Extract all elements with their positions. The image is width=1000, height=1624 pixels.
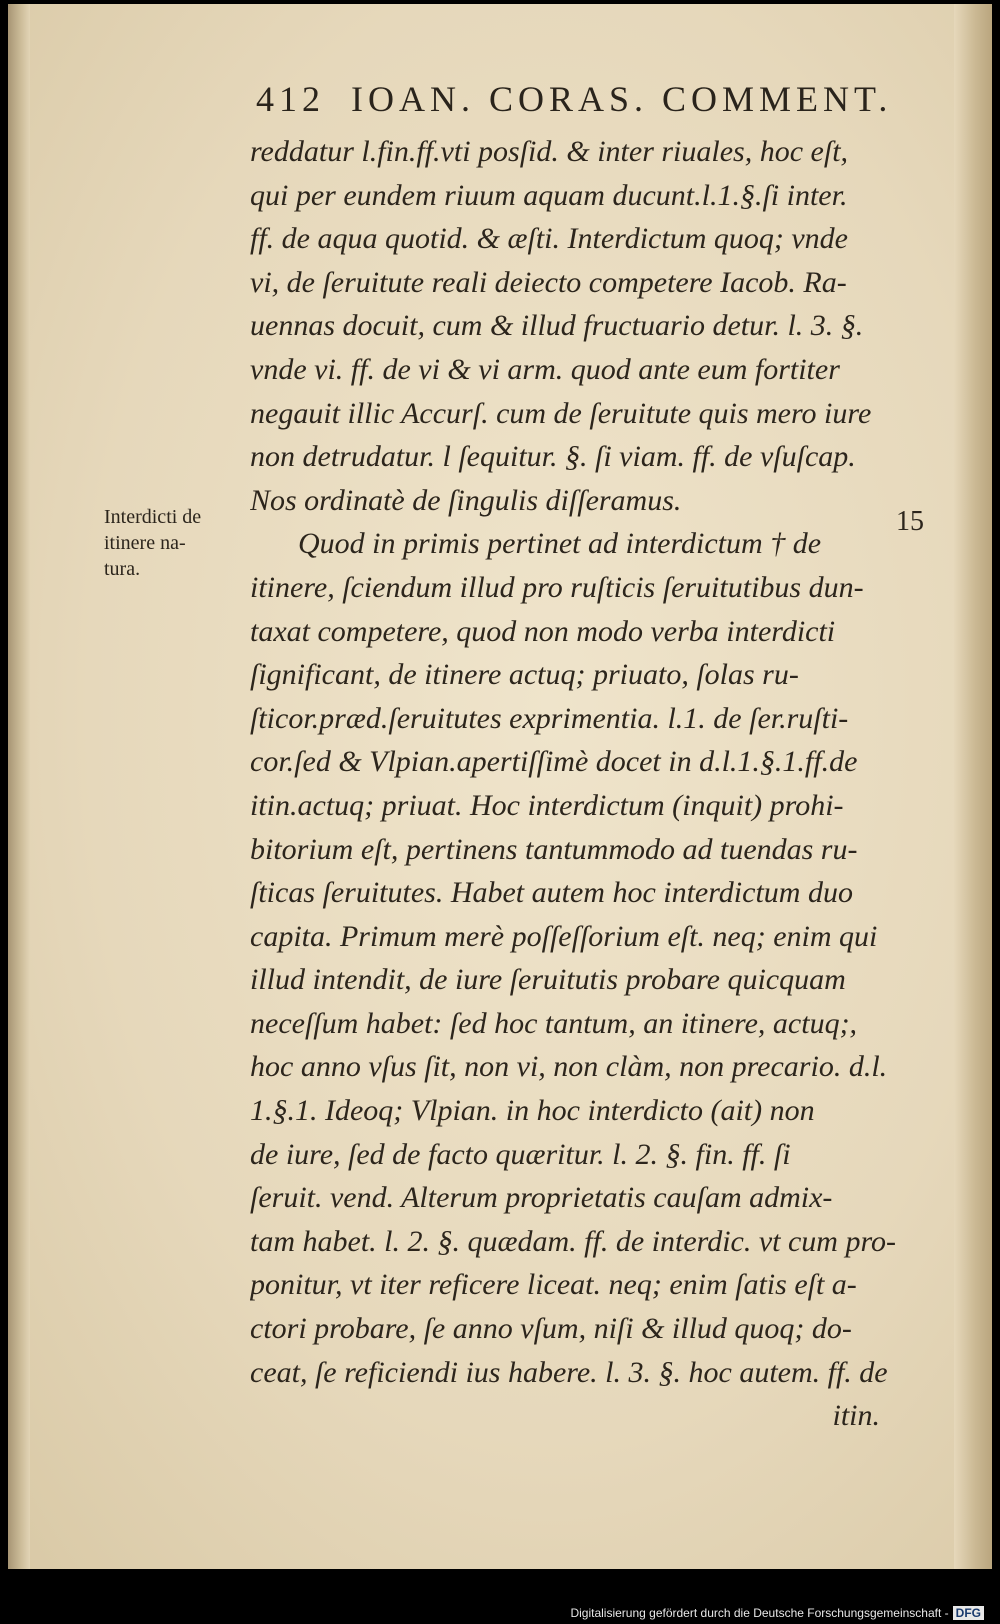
text-line: ſticor.præd.ſeruitutes exprimentia. l.1. de ſer.ruſti- bbox=[250, 701, 849, 735]
page-number: 412 bbox=[256, 79, 325, 119]
text-line: qui per eundem riuum aquam ducunt.l.1.§.ſi inter. bbox=[250, 178, 848, 212]
text-line: ſticas ſeruitutes. Habet autem hoc interdictum duo bbox=[250, 876, 853, 910]
text-line: reddatur l.fin.ff.vti posſid. & inter riuales, hoc eſt, bbox=[250, 135, 849, 168]
text-line: Quod in primis pertinet ad interdictum † de bbox=[298, 527, 822, 561]
text-line: tam habet. l. 2. §. quædam. ff. de interdic. vt cum pro- bbox=[250, 1224, 897, 1258]
text-line: ceat, ſe reficiendi ius habere. l. 3. §. hoc autem. ff. de bbox=[250, 1355, 888, 1389]
text-line: ſeruit. vend. Alterum proprietatis cauſam admix- bbox=[250, 1181, 833, 1215]
text-line: de iure, ſed de facto quæritur. l. 2. §. fin. ff. ſi bbox=[250, 1137, 791, 1171]
text-line: 1.§.1. Ideoq; Vlpian. in hoc interdicto (ait) non bbox=[250, 1094, 815, 1128]
text-line: itinere, ſciendum illud pro ruſticis ſeruitutibus dun- bbox=[250, 570, 864, 604]
text-line: non detrudatur. l ſequitur. §. ſi viam. ff. de vſuſcap. bbox=[250, 440, 856, 474]
footer-text: Digitalisierung gefördert durch die Deutsche Forschungsgemeinschaft - bbox=[570, 1606, 949, 1620]
dfg-logo: DFG bbox=[953, 1606, 984, 1620]
digitization-footer bbox=[570, 1606, 984, 1620]
margin-note-line: tura. bbox=[104, 558, 141, 580]
text-line: uennas docuit, cum & illud fructuario detur. l. 3. §. bbox=[250, 309, 864, 343]
text-line: illud intendit, de iure ſeruitutis probare quicquam bbox=[250, 963, 846, 997]
text-line: ff. de aqua quotid. & æſti. Interdictum quoq; vnde bbox=[250, 222, 848, 256]
margin-note-line: itinere na- bbox=[104, 532, 186, 554]
margin-note-line: Interdicti de bbox=[104, 506, 202, 528]
text-line: bitorium eſt, pertinens tantummodo ad tuendas ru- bbox=[250, 832, 858, 866]
running-head bbox=[256, 78, 892, 120]
text-line: ctori probare, ſe anno vſum, niſi & illud quoq; do- bbox=[250, 1312, 852, 1346]
margin-line-number: 15 bbox=[896, 506, 924, 537]
text-line: itin.actuq; priuat. Hoc interdictum (inquit) prohi- bbox=[250, 788, 844, 822]
text-line: cor.ſed & Vlpian.apertiſſimè docet in d.l.1.§.1.ff.de bbox=[250, 745, 858, 779]
text-line: Nos ordinatè de ſingulis diſſeramus. bbox=[250, 483, 682, 517]
book-page bbox=[8, 4, 992, 1569]
text-line: hoc anno vſus ſit, non vi, non clàm, non precario. d.l. bbox=[250, 1050, 888, 1084]
page-gutter-shadow bbox=[8, 4, 30, 1569]
text-line: neceſſum habet: ſed hoc tantum, an itinere, actuq;, bbox=[250, 1006, 858, 1040]
margin-note bbox=[104, 504, 254, 582]
text-line: taxat competere, quod non modo verba interdicti bbox=[250, 614, 836, 648]
text-line: vnde vi. ff. de vi & vi arm. quod ante eum fortiter bbox=[250, 352, 840, 386]
text-line: vi, de ſeruitute reali deiecto competere Iacob. Ra- bbox=[250, 265, 847, 299]
text-line: ſignificant, de itinere actuq; priuato, ſolas ru- bbox=[250, 658, 799, 692]
text-line: capita. Primum merè poſſeſſorium eſt. neq; enim qui bbox=[250, 919, 878, 953]
text-line: ponitur, vt iter reficere liceat. neq; enim ſatis eſt a- bbox=[250, 1268, 857, 1302]
body-text bbox=[250, 130, 920, 1438]
running-head-title: IOAN. CORAS. COMMENT. bbox=[351, 79, 893, 119]
text-line: negauit illic Accurſ. cum de ſeruitute quis mero iure bbox=[250, 396, 872, 430]
page-edge-shadow bbox=[954, 4, 992, 1569]
catchword: itin. bbox=[832, 1399, 880, 1433]
